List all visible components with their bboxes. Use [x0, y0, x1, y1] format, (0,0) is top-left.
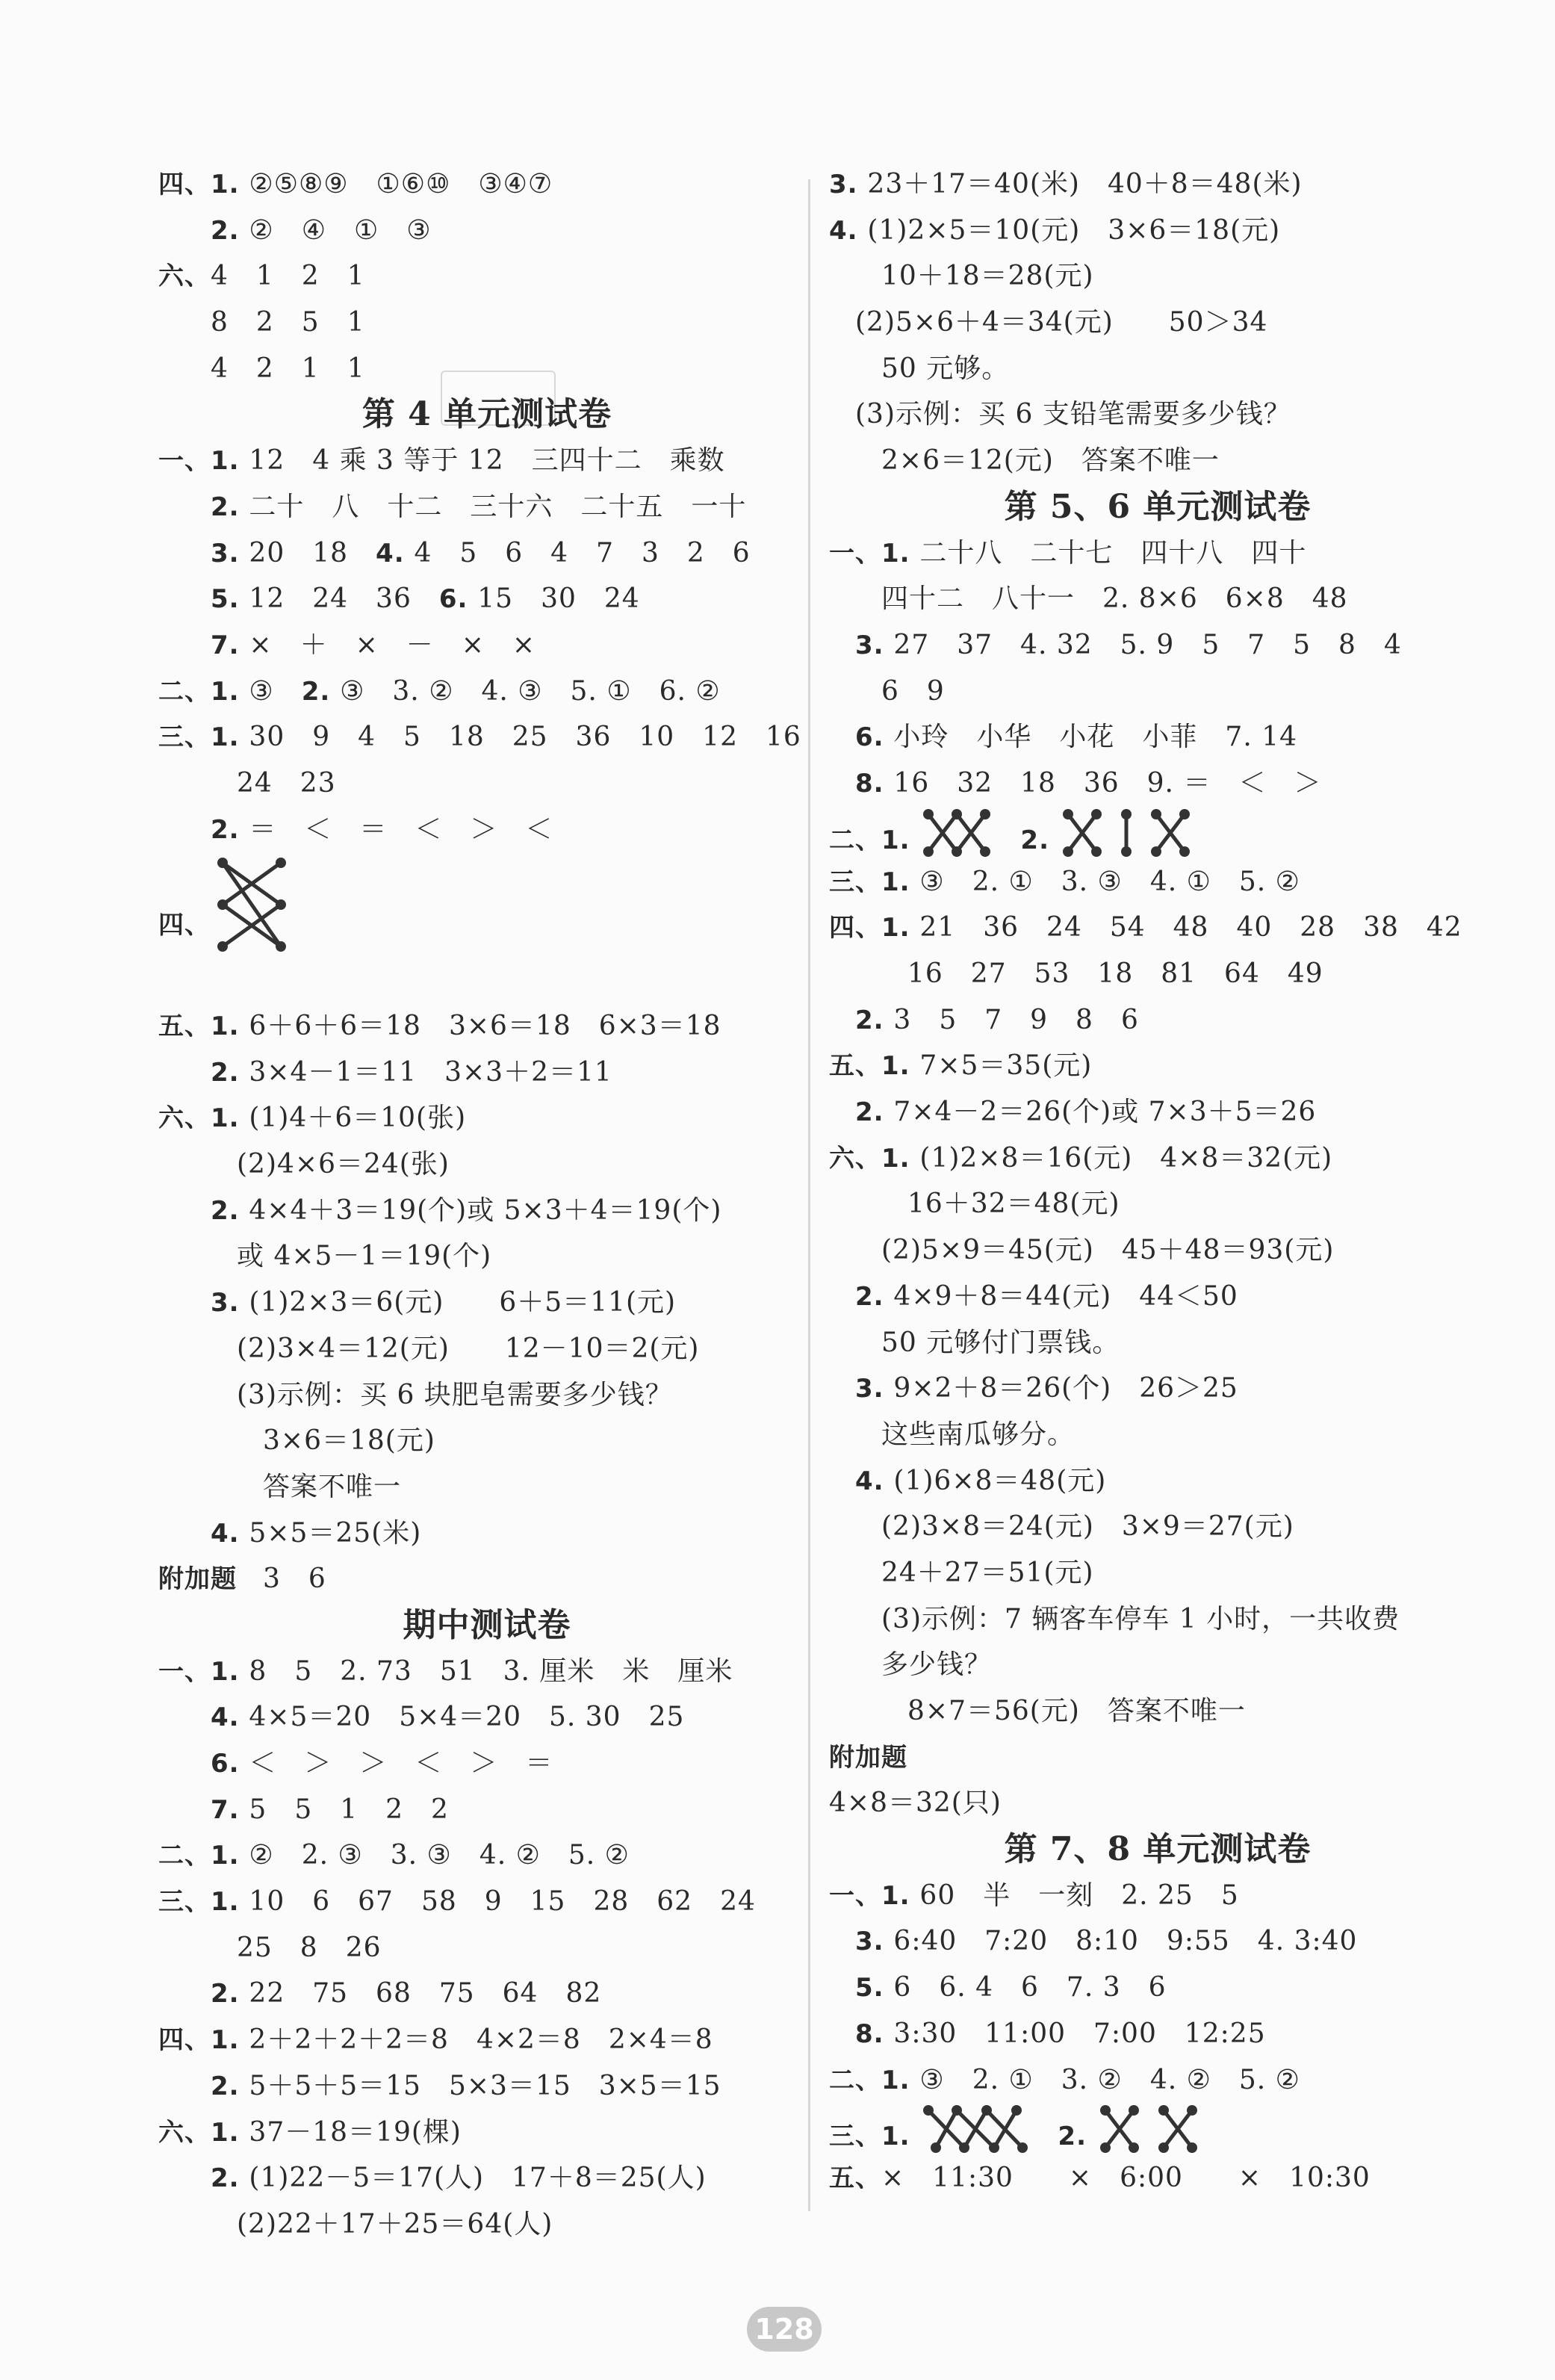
answer-text: 24＋27＝51(元): [881, 1557, 1094, 1588]
answer-line: [829, 807, 1486, 859]
answer-text: (1)2×8＝16(元) 4×8＝32(元): [919, 1142, 1333, 1174]
answer-line: [158, 484, 816, 530]
answer-text: 2＋2＋2＋2＝8 4×2＝8 2×4＝8: [249, 2024, 713, 2056]
answer-text: (1)2×3＝6(元) 6＋5＝11(元): [249, 1287, 677, 1318]
answer-text: 答案不唯一: [263, 1471, 402, 1502]
question-number: 三、1.: [829, 2122, 920, 2152]
question-number: 3.: [829, 1927, 894, 1957]
question-number: [158, 1334, 237, 1364]
answer-text: (1)2×5＝10(元) 3×6＝18(元): [867, 214, 1281, 246]
answer-line: [158, 2155, 816, 2201]
answer-text: 4 2 1 1: [211, 353, 365, 384]
answer-line: [829, 300, 1486, 346]
answer-line: [158, 852, 816, 957]
section-title: 期中测试卷: [403, 1605, 571, 1644]
answer-line: [158, 714, 816, 760]
answer-text: (2)22＋17＋25＝64(人): [237, 2208, 553, 2240]
question-number: [829, 261, 881, 291]
question-number: [829, 308, 855, 338]
answer-line: [158, 1971, 816, 2017]
question-number: [158, 308, 211, 338]
question-number: 六、: [158, 261, 211, 292]
question-number: [158, 354, 211, 384]
section-title: 第 7、8 单元测试卷: [1004, 1830, 1312, 1869]
question-number: [829, 1512, 881, 1542]
question-number: 4.: [158, 1518, 249, 1549]
answer-text: 多少钱？: [881, 1649, 993, 1681]
answer-text: 8 5 2. 73 51 3. 厘米 米 厘米: [249, 1655, 733, 1687]
section-title: 第 5、6 单元测试卷: [1004, 487, 1312, 526]
answer-text: (2)5×9＝45(元) 45＋48＝93(元): [881, 1235, 1335, 1266]
answer-line: [829, 1227, 1486, 1274]
question-number: [829, 1696, 907, 1726]
answer-text: 16＋32＝48(元): [907, 1189, 1120, 1220]
answer-text: 4 5 6 4 7 3 2 6: [414, 537, 751, 568]
answer-text: 4×9＋8＝44(元) 44＜50: [893, 1280, 1238, 1312]
answer-text: 3×6＝18(元): [263, 1425, 435, 1457]
answer-line: [158, 161, 816, 208]
answer-text: 或 4×5－1＝19(个): [237, 1241, 492, 1272]
question-number: [829, 354, 881, 384]
question-number: 2.: [829, 1281, 894, 1312]
answer-line: [158, 2063, 816, 2110]
answer-line: [158, 1879, 816, 1925]
answer-line: [829, 161, 1486, 208]
question-number: 二、1.: [158, 676, 249, 707]
answer-line: [158, 760, 816, 807]
question-number: 附加题: [158, 1564, 263, 1595]
answer-line: [158, 1280, 816, 1326]
question-number: 二、1.: [158, 1841, 249, 1871]
question-number: 6.: [829, 722, 894, 753]
question-number: [829, 400, 855, 430]
answer-text: 27 37 4. 32 5. 9 5 7 5 8 4: [893, 629, 1402, 660]
question-number: [158, 769, 237, 799]
question-number: 三、1.: [158, 722, 249, 753]
answer-line: [158, 1741, 816, 1787]
question-number: 六、1.: [158, 2117, 249, 2148]
answer-text: (3)示例：7 辆客车停车 1 小时，一共收费: [881, 1603, 1400, 1634]
answer-line: [829, 1735, 1486, 1781]
question-number: 8.: [829, 2018, 894, 2049]
answer-line: [829, 2057, 1486, 2104]
answer-line: [158, 300, 816, 346]
answer-text: 5＋5＋5＝15 5×3＝15 3×5＝15: [249, 2070, 721, 2101]
right-column: [829, 161, 1486, 2201]
question-number: 四、: [158, 910, 211, 940]
question-number: 3.: [829, 630, 894, 660]
question-number: 6.: [158, 1749, 249, 1779]
left-column: [158, 161, 816, 2248]
answer-text: 12 4 乘 3 等于 12 三四十二 乘数: [249, 445, 725, 477]
answer-line: [829, 1366, 1486, 1412]
answer-line: [829, 2011, 1486, 2057]
question-number: [829, 1558, 881, 1588]
question-number: 5.: [158, 584, 249, 615]
answer-text: 23＋17＝40(米) 40＋8＝48(米): [867, 169, 1303, 199]
answer-line: [829, 1504, 1486, 1550]
question-number: 2.: [158, 1979, 249, 2009]
answer-text: (2)3×4＝12(元) 12－10＝2(元): [237, 1333, 700, 1364]
question-number: 8.: [829, 768, 894, 799]
answer-text: 5 5 1 2 2: [249, 1794, 449, 1825]
question-number: 3.: [158, 538, 249, 568]
answer-text: 3:30 11:00 7:00 12:25: [893, 2018, 1266, 2049]
answer-text: 37－18＝19(棵): [249, 2116, 462, 2148]
answer-text: 10 6 67 58 9 15 28 62 24: [249, 1886, 756, 1918]
answer-text: 16 27 53 18 81 64 49: [907, 958, 1323, 989]
answer-line: [158, 208, 816, 254]
question-number: 3.: [829, 170, 868, 199]
question-number: 2.: [158, 1057, 249, 1088]
question-number: [158, 1472, 263, 1502]
answer-line: [829, 1873, 1486, 1919]
question-number: 三、1.: [829, 867, 920, 897]
section-title: 第 4 单元测试卷: [361, 395, 612, 434]
answer-line: [158, 1141, 816, 1188]
answer-text: (2)4×6＝24(张): [237, 1149, 450, 1180]
question-number: 3.: [158, 1288, 249, 1318]
answer-line: [829, 530, 1486, 577]
question-number: 二、1.: [829, 2065, 920, 2095]
question-number: [829, 584, 881, 614]
question-number: 7.: [158, 1794, 249, 1825]
question-number: 四、1.: [158, 2025, 249, 2056]
answer-text: ③ 2. ① 3. ③ 4. ① 5. ②: [919, 866, 1300, 897]
answer-text: 3 5 7 9 8 6: [893, 1004, 1139, 1035]
answer-line: [158, 1925, 816, 1971]
question-number: [829, 1328, 881, 1358]
answer-text: 4×8＝32(只): [829, 1788, 1002, 1819]
answer-line: [829, 1550, 1486, 1596]
answer-line: [829, 1274, 1486, 1320]
answer-text: (3)示例：买 6 块肥皂需要多少钱？: [237, 1379, 673, 1410]
question-number: [829, 1650, 881, 1680]
answer-text: 4×5＝20 5×4＝20 5. 30 25: [249, 1702, 685, 1733]
question-number: 四、1.: [829, 913, 920, 943]
answer-line: [158, 622, 816, 669]
question-number: 4.: [376, 538, 415, 568]
question-number: 2.: [994, 825, 1059, 855]
answer-line: [829, 1688, 1486, 1735]
answer-text: 6 9: [881, 675, 945, 707]
question-number: 2.: [829, 1005, 894, 1035]
question-number: [829, 446, 881, 476]
answer-line: [158, 1233, 816, 1280]
answer-line: [829, 576, 1486, 622]
cross3-matching-diagram: [211, 852, 293, 1001]
answer-text: 6＋6＋6＝18 3×6＝18 6×3＝18: [249, 1011, 721, 1041]
answer-line: [829, 1642, 1486, 1688]
answer-text: (1)22－5＝17(人) 17＋8＝25(人): [249, 2163, 707, 2194]
question-number: 五、1.: [158, 1011, 249, 1041]
answer-line: [158, 807, 816, 853]
question-number: 五、: [829, 2163, 881, 2194]
answer-line: [158, 1464, 816, 1510]
answer-line: [829, 951, 1486, 997]
answer-line: [829, 714, 1486, 760]
question-number: 2.: [158, 814, 249, 845]
answer-line: [158, 530, 816, 577]
answer-text: 60 半 一刻 2. 25 5: [919, 1879, 1239, 1911]
question-number: 5.: [829, 1973, 894, 2004]
question-number: [829, 1605, 881, 1634]
answer-text: 24 23: [237, 767, 336, 799]
answer-line: [158, 438, 816, 484]
answer-line: [829, 669, 1486, 715]
question-number: 三、1.: [158, 1887, 249, 1918]
question-number: 2.: [1031, 2122, 1096, 2152]
question-number: [829, 677, 881, 707]
answer-text: ③: [249, 675, 302, 707]
answer-line: [829, 1135, 1486, 1182]
answer-text: 25 8 26: [237, 1932, 382, 1963]
answer-line: [829, 905, 1486, 951]
answer-text: 4×4＋3＝19(个)或 5×3＋4＝19(个): [249, 1194, 722, 1226]
question-number: 6.: [438, 584, 478, 615]
answer-line: [829, 2103, 1486, 2155]
answer-line: [158, 1418, 816, 1464]
answer-line: [158, 2017, 816, 2063]
answer-line: [158, 1556, 816, 1602]
question-number: 四、1.: [158, 170, 249, 199]
question-number: 一、1.: [158, 446, 249, 477]
answer-text: 22 75 68 75 64 82: [249, 1978, 602, 2009]
answer-text: 2×6＝12(元) 答案不唯一: [881, 445, 1220, 477]
answer-text: 二十八 二十七 四十八 四十: [919, 537, 1307, 568]
answer-line: [158, 1694, 816, 1741]
answer-text: 30 9 4 5 18 25 36 10 12 16: [249, 722, 801, 753]
answer-line: [829, 1043, 1486, 1089]
answer-text: ＜ ＞ ＞ ＜ ＞ ＝: [249, 1748, 553, 1779]
question-number: [829, 959, 907, 989]
answer-text: (2)5×6＋4＝34(元) 50＞34: [855, 307, 1268, 338]
answer-line: [158, 2110, 816, 2156]
answer-text: 6:40 7:20 8:10 9:55 4. 3:40: [893, 1926, 1358, 1957]
answer-line: [158, 1787, 816, 1833]
answer-text: ③ 3. ② 4. ③ 5. ① 6. ②: [340, 675, 721, 707]
question-number: [158, 1150, 237, 1180]
answer-text: (2)3×8＝24(元) 3×9＝27(元): [881, 1511, 1294, 1543]
answer-line: [829, 438, 1486, 484]
answer-text: 50 元够。: [881, 353, 1010, 384]
answer-text: 15 30 24: [477, 583, 640, 615]
question-number: 附加题: [829, 1742, 907, 1773]
answer-line: [158, 1832, 816, 1879]
question-number: [829, 1420, 881, 1450]
question-number: 2.: [158, 1195, 249, 1226]
answer-line: [829, 208, 1486, 254]
answer-line: [829, 1596, 1486, 1643]
question-number: 六、1.: [158, 1103, 249, 1134]
answer-line: [158, 253, 816, 300]
answer-line: [158, 346, 816, 392]
question-number: 2.: [158, 215, 249, 246]
question-number: [158, 2210, 237, 2240]
question-number: 五、1.: [829, 1051, 920, 1082]
answer-text: 8 2 5 1: [211, 307, 365, 338]
answer-text: 10＋18＝28(元): [881, 261, 1094, 292]
answer-text: 这些南瓜够分。: [881, 1419, 1076, 1450]
answer-line: [829, 1320, 1486, 1366]
answer-line: [158, 1050, 816, 1096]
question-number: 2.: [301, 676, 341, 707]
question-number: 一、1.: [158, 1656, 249, 1687]
answer-text: 16 32 18 36 9. ＝ ＜ ＞: [893, 767, 1322, 799]
answer-line: [829, 1089, 1486, 1135]
answer-line: [829, 1458, 1486, 1504]
answer-text: 6 6. 4 6 7. 3 6: [893, 1972, 1167, 2004]
answer-text: 二十 八 十二 三十六 二十五 一十: [249, 491, 747, 522]
question-number: 3.: [829, 1374, 894, 1404]
question-number: 7.: [158, 630, 249, 660]
answer-line: [829, 859, 1486, 905]
answer-line: [158, 1510, 816, 1557]
answer-line: [158, 1003, 816, 1050]
answer-text: 3×4－1＝11 3×3＋2＝11: [249, 1056, 612, 1088]
answer-line: [158, 1095, 816, 1141]
answer-line: [158, 576, 816, 622]
page-number: 128: [747, 2307, 822, 2352]
answer-text: × 11:30 × 6:00 × 10:30: [881, 2163, 1371, 2194]
question-number: 4.: [158, 1702, 249, 1733]
question-number: 二、1.: [829, 825, 920, 855]
answer-line: [158, 1649, 816, 1695]
question-number: 六、1.: [829, 1143, 920, 1174]
question-number: [158, 1380, 237, 1410]
answer-line: [829, 1181, 1486, 1227]
answer-line: [158, 2201, 816, 2248]
answer-text: ③ 2. ① 3. ② 4. ② 5. ②: [919, 2064, 1300, 2095]
question-number: 一、1.: [829, 1880, 920, 1911]
answer-line: [829, 1965, 1486, 2011]
answer-line: [829, 1918, 1486, 1965]
question-number: [158, 1933, 237, 1963]
answer-line: [829, 346, 1486, 392]
answer-text: ②⑤⑧⑨ ①⑥⑩ ③④⑦: [249, 169, 553, 199]
answer-line: [829, 253, 1486, 300]
answer-text: (3)示例：买 6 支铅笔需要多少钱？: [855, 399, 1291, 430]
answer-text: ＝ ＜ ＝ ＜ ＞ ＜: [249, 814, 553, 845]
answer-text: 四十二 八十一 2. 8×6 6×8 48: [881, 583, 1348, 615]
question-number: [158, 1426, 263, 1456]
answer-text: 7×5＝35(元): [919, 1050, 1093, 1082]
answer-line: [829, 622, 1486, 669]
answer-text: 8×7＝56(元) 答案不唯一: [907, 1696, 1246, 1726]
question-number: 4.: [829, 1466, 894, 1496]
answer-text: ② ④ ① ③: [249, 214, 432, 246]
question-number: 2.: [158, 2071, 249, 2101]
answer-text: ② 2. ③ 3. ③ 4. ② 5. ②: [249, 1840, 630, 1871]
answer-text: × ＋ × － × ×: [249, 629, 536, 660]
question-number: 4.: [829, 215, 868, 246]
answer-text: 12 24 36: [249, 583, 439, 615]
answer-line: [829, 760, 1486, 807]
answer-line: [158, 1372, 816, 1419]
question-number: [158, 1242, 237, 1271]
question-number: 2.: [158, 2163, 249, 2194]
answer-text: (1)6×8＝48(元): [893, 1465, 1107, 1496]
question-number: 2.: [158, 492, 249, 522]
answer-text: 4 1 2 1: [211, 261, 365, 292]
question-number: [829, 1236, 881, 1265]
answer-text: (1)4＋6＝10(张): [249, 1103, 467, 1134]
answer-text: 50 元够付门票钱。: [881, 1327, 1120, 1358]
answer-text: 5×5＝25(米): [249, 1517, 422, 1549]
question-number: 2.: [829, 1097, 894, 1128]
answer-text: 21 36 24 54 48 40 28 38 42: [919, 912, 1462, 943]
answer-line: [158, 1188, 816, 1234]
answer-line: [158, 669, 816, 715]
answer-line: [829, 1412, 1486, 1458]
answer-text: 3 6: [263, 1564, 326, 1595]
answer-text: 小玲 小华 小花 小菲 7. 14: [893, 722, 1298, 753]
answer-text: 7×4－2＝26(个)或 7×3＋5＝26: [893, 1097, 1317, 1128]
answer-line: [829, 997, 1486, 1044]
question-number: [829, 1189, 907, 1219]
answer-line: [158, 1326, 816, 1372]
answer-line: [829, 1780, 1486, 1826]
answer-text: 20 18: [249, 537, 376, 568]
answer-text: 9×2＋8＝26(个) 26＞25: [893, 1373, 1238, 1404]
answer-line: [829, 2155, 1486, 2201]
answer-line: [829, 391, 1486, 438]
question-number: 一、1.: [829, 538, 920, 568]
